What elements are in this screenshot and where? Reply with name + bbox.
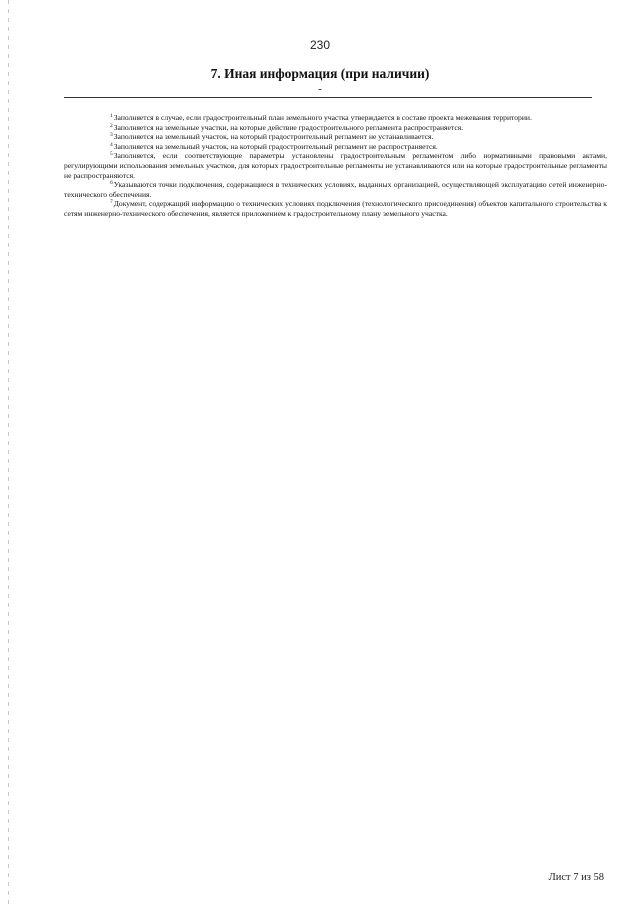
footnote	[64, 132, 607, 142]
footnote-mark: 7	[110, 199, 113, 206]
page-number: 230	[309, 38, 331, 52]
section-value: -	[318, 83, 322, 95]
footnote-mark: 3	[110, 132, 113, 139]
footnote-text: Заполняется на земельный участок, на который градостроительный регламент не устанавливается.	[113, 132, 434, 142]
footnote-text: Заполняется на земельный участок, на который градостроительный регламент не распространяется.	[113, 141, 438, 151]
footnote	[64, 180, 607, 199]
footnote	[64, 199, 607, 218]
sheet-counter: Лист 7 из 58	[548, 872, 604, 883]
footnote-mark: 2	[110, 122, 113, 129]
footnote-text: Документ, содержащий информацию о технических условиях подключения (технологического присоединения) объектов капитального строительства к сетям инженерно-технического обеспечения, является приложением к градостроительному плану земельного участка.	[64, 199, 607, 218]
footnote-text: Заполняется в случае, если градостроительный план земельного участка утверждается в составе проекта межевания территории.	[113, 113, 532, 122]
footnote-text: Заполняется, если соответствующие параметры установлены градостроительным регламентом либо нормативными правовыми актами, регулирующими использования земельных участков, для которых градостроительные регламенты не устанавливаются или на которые градостроительные регламенты не распространяются.	[64, 151, 607, 180]
section-title: 7. Иная информация (при наличии)	[210, 66, 430, 81]
scan-edge	[8, 0, 9, 905]
footnote-separator	[64, 97, 592, 98]
footnote	[64, 113, 607, 123]
footnotes	[64, 113, 607, 219]
footnote	[64, 151, 607, 180]
footnote	[64, 142, 607, 152]
footnote-mark: 5	[110, 151, 113, 158]
footnote	[64, 123, 607, 133]
footnote-mark: 1	[110, 113, 113, 119]
footnote-text: Заполняется на земельные участки, на которые действие градостроительного регламента распространяется.	[113, 122, 464, 132]
footnote-text: Указываются точки подключения, содержащиеся в технических условиях, выданных организацией, осуществляющей эксплуатацию сетей инженерно-технического обеспечения.	[64, 180, 607, 199]
footnote-mark: 4	[110, 141, 113, 148]
footnote-mark: 6	[110, 180, 113, 187]
